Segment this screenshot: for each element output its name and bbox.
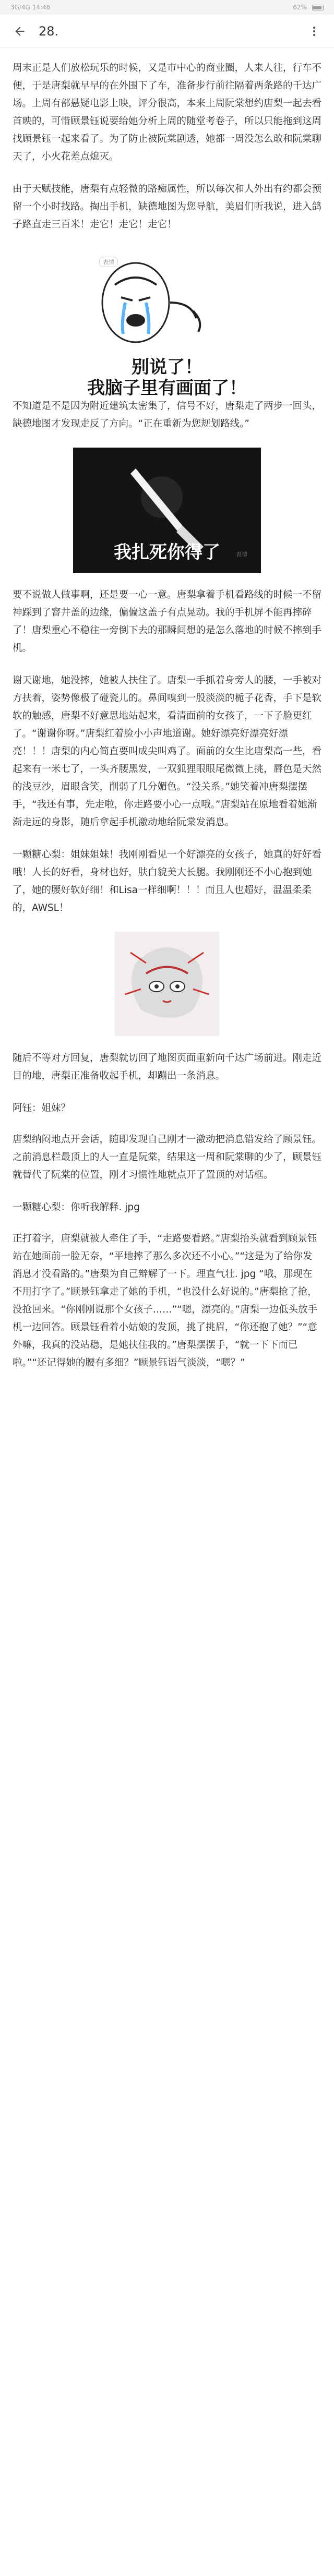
paragraph: 一颗糖心梨：你听我解释. jpg [13, 1202, 140, 1213]
chapter-content [0, 48, 334, 1402]
paragraph: 由于天赋技能，唐梨有点轻微的路痴属性，所以每次和人外出有约都会预留一个小时找路。掏出手机，缺德地图为您导航，美眉们听我说，进入鸽子路直走三百米！走它！走它！走它！ [13, 184, 322, 230]
paragraph: 要不说做人做事啊，还是要一心一意。唐梨拿着手机看路线的时候一不留神踩到了窨井盖的边缘，偏偏这盖子有点晃动。我的手机屏不能再摔碎了！唐梨重心不稳往一旁倒下去的那瞬间想的是怎么落地的时候不摔到手机。 [13, 589, 322, 654]
paragraph: 一颗糖心梨：姐妹姐妹！我刚刚看见一个好漂亮的女孩子，她真的好好看哦！人长的好看，身材也好，肤白貌美大长腿。我刚刚还不小心抱到她了，她的腰好软好细！和Lisa一样细啊！！！而且人也超好，温温柔柔的，AWSL！ [13, 849, 322, 913]
paragraph: 周末正是人们放松玩乐的时候，又是市中心的商业圈，人来人往，行车不便，于是唐梨就早早的在外围下了车，准备步行前往隔着两条路的千达广场。上周有部悬疑电影上映，评分很高，本来上周阮棠想约唐梨一起去看首映的，可惜顾景钰说要给她分析上周的随堂考卷子，所以只能拖到这周找顾景钰一起来看了。为了防止被阮棠剧透，她都一周没怎么敢和阮棠聊天了，小火花差点熄灭。 [13, 63, 322, 162]
paragraph: 随后不等对方回复，唐梨就切回了地图页面重新向千达广场前进。刚走近目的地，唐梨正准备收起手机，却蹦出一条消息。 [13, 1053, 322, 1081]
status-right [293, 4, 324, 11]
crying-meme [73, 248, 261, 399]
back-button[interactable] [8, 20, 31, 43]
signal-text: 3G/4G 14:46 [10, 4, 51, 11]
paragraph: 阿钰：姐妹？ [13, 1103, 71, 1114]
crying-face-icon [73, 248, 261, 353]
paragraph: 不知道是不是因为附近建筑太密集了，信号不好，唐梨走了两步一回头，缺德地图才发现走反了方向。“正在重新为您规划路线。” [13, 401, 322, 429]
more-vertical-icon [308, 25, 320, 38]
meme-watermark: 表情 [236, 551, 247, 558]
paragraph: 正打着字，唐梨就被人牵住了手，“走路要看路。”唐梨抬头就看到顾景钰站在她面前一脸无奈，“平地摔了那么多次还不小心。”“这是为了给你发消息才没看路的。”唐梨为自己辩解了一下。理直气壮. jpg “哦，那现在不用打字了。”顾景钰拿走了她的手机，“也没什么好说的。”唐梨抢了抢，没抢回来。“你刚刚说那个女孩子……”“嗯，漂亮的。”唐梨一边低头放手机一边回答。顾景钰看着小姑娘的发顶，挑了挑眉，“你还抱了她？”“意外嘛，我真的没站稳，是她扶住我的。”唐梨摆摆手，“就一下下而已啦。”“还记得她的腰有多细？”顾景钰语气淡淡，“嗯？” [13, 1233, 318, 1368]
meme-image-anime [13, 932, 321, 1036]
anime-character-icon [115, 932, 219, 1036]
meme-image-knife [13, 448, 321, 573]
back-arrow-icon [13, 25, 27, 38]
battery-icon [312, 5, 324, 10]
more-button[interactable] [303, 20, 326, 43]
app-bar [0, 15, 334, 48]
paragraph: 唐梨纳闷地点开会话，随即发现自己刚才一激动把消息错发给了顾景钰。之前消息栏最顶上的人一直是阮棠，结果这一周和阮棠聊的少了，顾景钰就替代了阮棠的位置，刚才习惯性地就点开了置顶的对话框。 [13, 1134, 322, 1181]
meme-tag: 表情 [99, 257, 118, 267]
meme-caption: 我扎死你得了 [114, 542, 220, 563]
status-bar [0, 0, 334, 15]
status-left [10, 4, 50, 11]
meme-caption: 我脑子里有画面了！ [87, 378, 247, 399]
knife-meme [73, 448, 261, 573]
meme-caption: 别说了！ [132, 357, 202, 378]
battery-text: 62% [293, 4, 307, 11]
page-title: 28. [39, 23, 59, 39]
meme-image-cry [13, 248, 321, 399]
anime-meme [115, 932, 219, 1036]
paragraph: 谢天谢地，她没摔，她被人扶住了。唐梨一手抓着身旁人的腰，一手被对方扶着，姿势像极了碰瓷儿的。鼻间嗅到一股淡淡的栀子花香，手下是软软的触感，唐梨不好意思地站起来，看清面前的女孩子，一下子脸更红了。“谢谢你呀。”唐梨红着脸小小声地道谢。她好漂亮好漂亮好漂亮！！！唐梨的内心简直要叫成尖叫鸡了。面前的女生比唐梨高一些，看起来有一米七了，一头齐腰黑发，一双狐狸眼眼尾微微上挑，唇色是天然的浅豆沙，眉眼含笑，削弱了几分媚色。“没关系。”她笑着冲唐梨摆摆手，“我还有事，先走啦，你走路要小心一点哦。”唐梨站在原地看着她渐渐走远的身影，随后拿起手机激动地给阮棠发消息。 [13, 675, 322, 828]
